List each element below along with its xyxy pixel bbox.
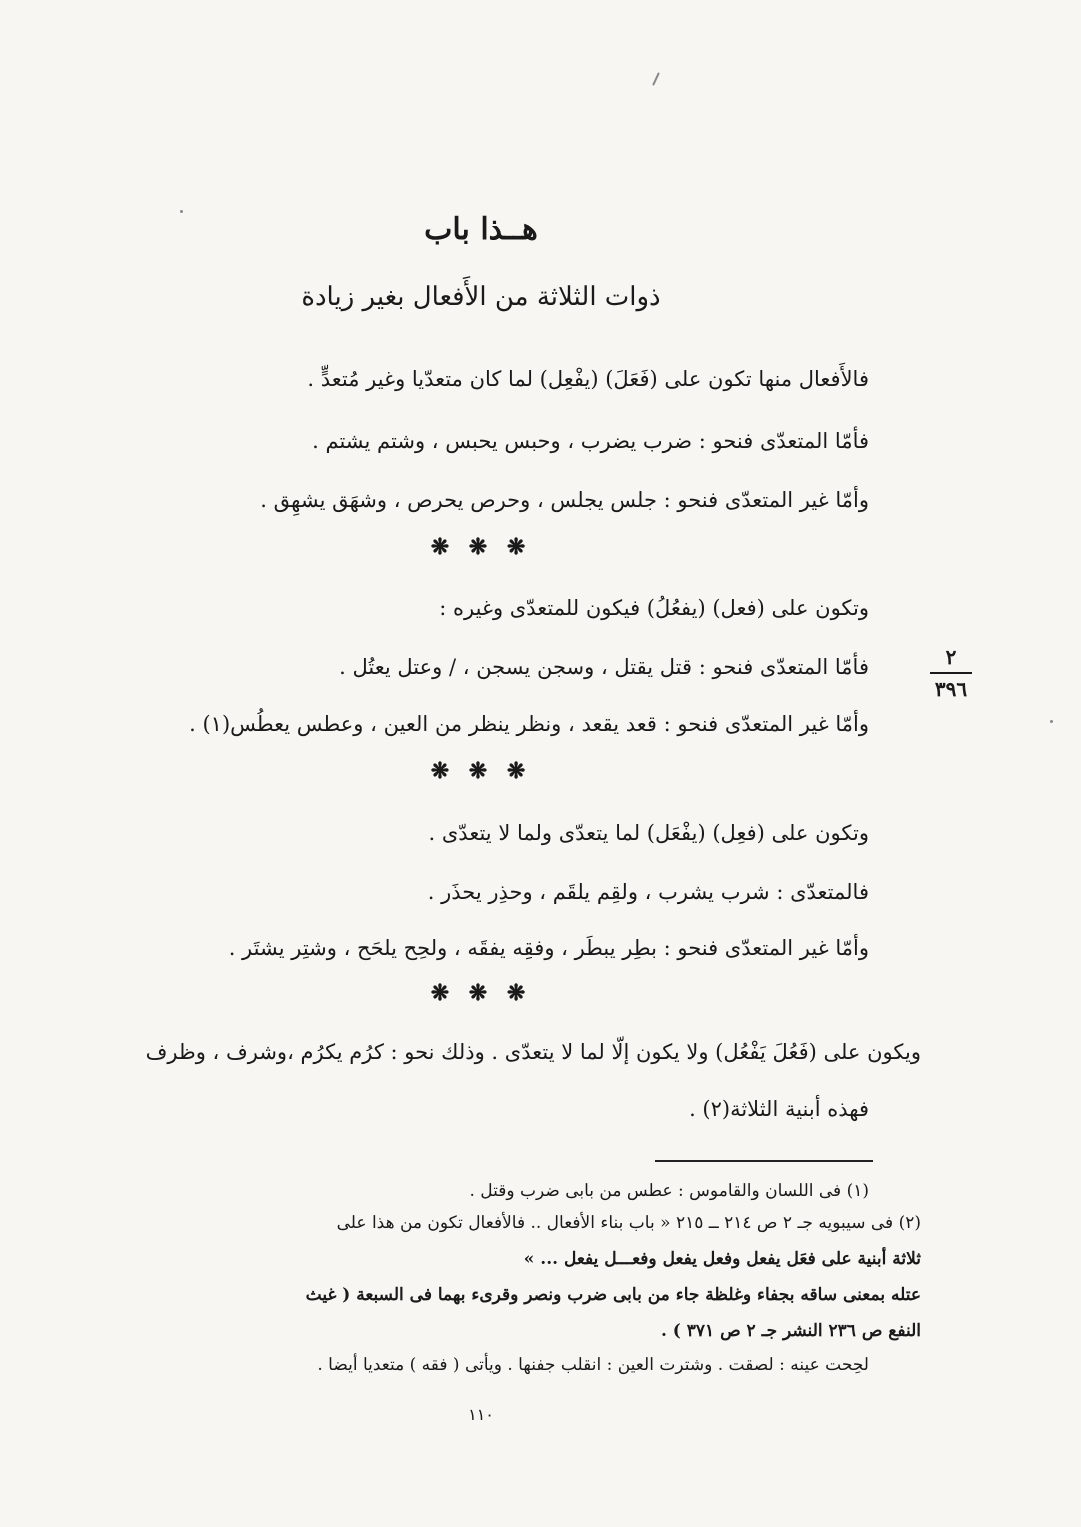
body-line: وأمّا غير المتعدّى فنحو : جلس يجلس ، وحرص يحرص ، وشهَق يشهِق . [260,488,869,512]
margin-reference-divider [930,672,972,674]
body-line: وأمّا غير المتعدّى فنحو : قعد يقعد ، ونظر ينظر من العين ، وعطس يعطُس(١) . [189,712,869,736]
body-line: وأمّا غير المتعدّى فنحو : بطِر يبطَر ، وفقِه يفقَه ، ولحِح يلحَح ، وشتِر يشتَر . [228,936,869,960]
body-line: فالمتعدّى : شرب يشرب ، ولقِم يلقَم ، وحذِر يحذَر . [427,880,869,904]
page-number: ١١٠ [468,1405,494,1424]
body-line: فهذه أبنية الثلاثة(٢) . [689,1097,869,1121]
footnote-divider [655,1160,873,1162]
footnote-line: ثلاثة أبنية على فعَل يفعل وفعل يفعل وفعـــل يفعل ... » [523,1249,921,1269]
section-separator: ❋ ❋ ❋ [430,758,532,784]
section-separator: ❋ ❋ ❋ [430,534,532,560]
body-line: فالأَفعال منها تكون على (فَعَلَ) (يفْعِل) لما كان متعدّيا وغير مُتعدٍّ . [307,367,869,391]
scan-speck [1050,720,1053,723]
footnote-line: لحِحت عينه : لصقت . وشترت العين : انقلب جفنها . ويأتى ( فقه ) متعديا أيضا . [317,1355,869,1375]
scan-speck [652,72,660,86]
margin-reference-volume: ٢ [945,645,957,669]
section-separator: ❋ ❋ ❋ [430,980,532,1006]
scan-speck [180,210,183,213]
chapter-subheading: ذوات الثلاثة من الأَفعال بغير زيادة [301,282,661,312]
footnote-line: النفع ص ٢٣٦ النشر جـ ٢ ص ٣٧١ ) . [660,1321,921,1341]
footnote-line: (١) فى اللسان والقاموس : عطس من بابى ضرب وقتل . [469,1181,869,1201]
body-line: فأمّا المتعدّى فنحو : ضرب يضرب ، وحبس يحبس ، وشتم يشتم . [312,429,869,453]
margin-reference-page: ٣٩٦ [934,677,968,701]
footnote-line: (٢) فى سيبويه جـ ٢ ص ٢١٤ ــ ٢١٥ « باب بناء الأفعال .. فالأفعال تكون من هذا على [336,1213,921,1233]
margin-page-reference [922,644,980,702]
body-line: فأمّا المتعدّى فنحو : قتل يقتل ، وسجن يسجن ، / وعتل يعتُل . [339,655,869,679]
chapter-heading: هــذا باب [424,212,538,247]
body-line: وتكون على (فعل) (يفعُلُ) فيكون للمتعدّى وغيره : [439,596,869,620]
body-line: وتكون على (فعِل) (يفْعَل) لما يتعدّى ولما لا يتعدّى . [428,821,869,845]
footnote-line: عتله بمعنى ساقه بجفاء وغلظة جاء من بابى ضرب ونصر وقرىء بهما فى السبعة ( غيث [305,1285,921,1305]
body-line: ويكون على (فَعُلَ يَفْعُل) ولا يكون إلّا لما لا يتعدّى . وذلك نحو : كرُم يكرُم ،وشرف ، وظرف [145,1040,921,1064]
